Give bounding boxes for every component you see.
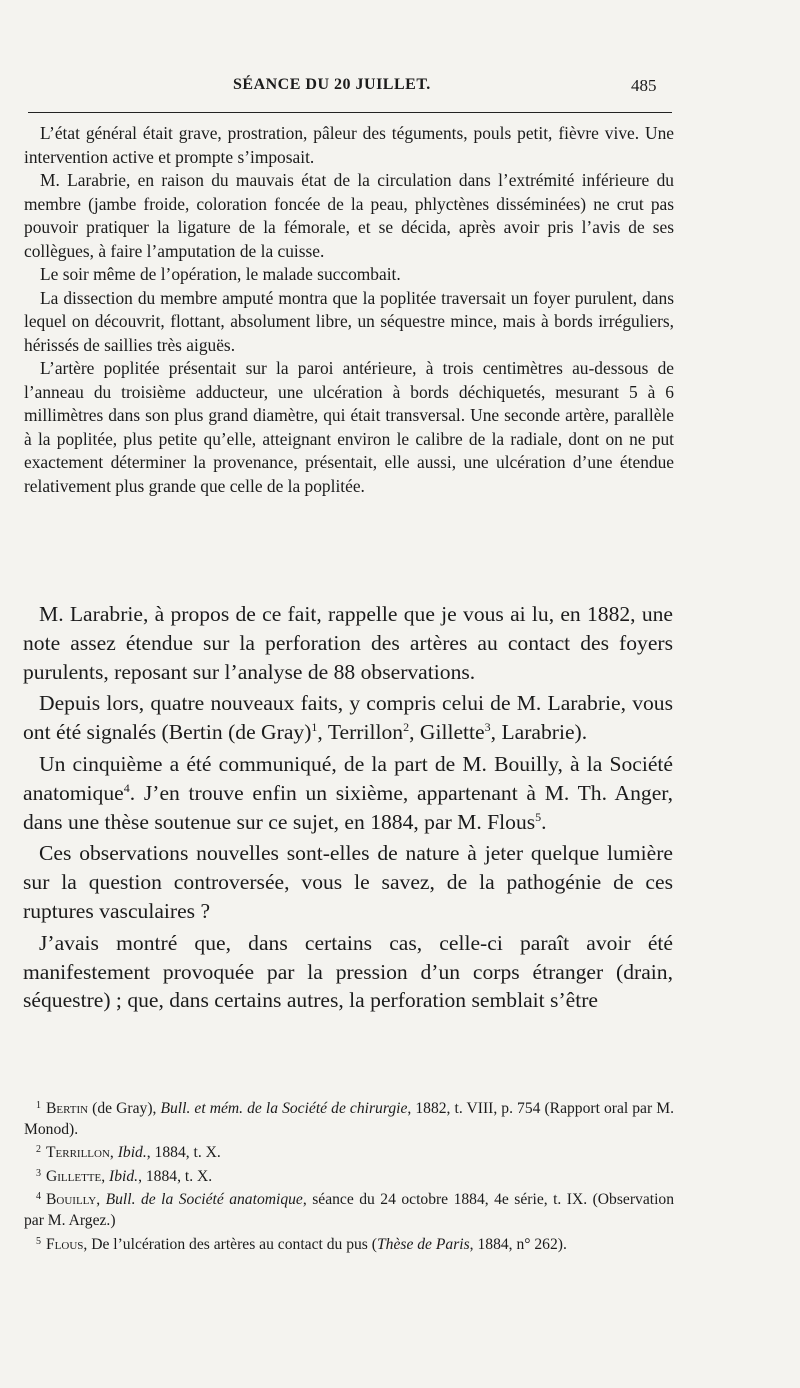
running-title: SÉANCE DU 20 JUILLET. [233, 76, 431, 93]
footnote-author: Terrillon [46, 1144, 110, 1162]
footnote-ref: 3 [484, 720, 491, 735]
footnotes [24, 1096, 674, 1255]
footnote [24, 1232, 674, 1256]
paragraph: M. Larabrie, en raison du mauvais état de la circulation dans l’extrémité inférieure du membre (jambe froide, coloration foncée de la peau, phlyctènes disséminées) ne crut pas pouvoir pratiquer la ligature de la fémorale, et se décida, après avoir pris l’avis de ses collègues, à faire l’amputation de la cuisse. [24, 170, 674, 261]
footnote [24, 1187, 674, 1231]
page-header [0, 72, 800, 98]
footnote-marker: 5 [36, 1235, 41, 1247]
footnote-text: , [96, 1191, 106, 1209]
footnote-title: Ibid. [109, 1167, 139, 1185]
footnote-marker: 3 [36, 1167, 41, 1179]
text-run: Un cinquième a été communiqué, de la part de M. Bouilly, à la Société anatomique [23, 751, 673, 805]
paragraph: M. Larabrie, à propos de ce fait, rappelle que je vous ai lu, en 1882, une note assez étendue sur la perforation des artères au contact des foyers purulents, reposant sur l’analyse de 88 observations. [23, 602, 673, 684]
footnote-marker: 2 [36, 1144, 41, 1156]
text-run: , Terrillon [317, 720, 404, 745]
footnote-text: , 1884, n° 262). [469, 1235, 567, 1253]
footnote-title: Bull. de la Société anatomique [105, 1191, 303, 1209]
text-run: Depuis lors, quatre nouveaux faits, y compris celui de M. Larabrie, vous ont été signalés (Bertin (de Gray) [23, 691, 673, 745]
text-run: . [541, 809, 547, 834]
paragraph: La dissection du membre amputé montra que la poplitée traversait un foyer purulent, dans lequel on découvrit, flottant, absolument libre, un séquestre mince, mais à bords irréguliers, hérissés de saillies très aiguës. [24, 287, 674, 355]
footnote-ref: 2 [403, 720, 410, 735]
footnote-text: , [109, 1144, 118, 1162]
text-run: , Larabrie). [490, 720, 588, 745]
footnote-text: , [101, 1167, 110, 1185]
footnote-text: , séance du 24 octobre 1884, 4e série, t. IX. (Observation par M. Argez.) [24, 1191, 675, 1229]
footnote-text: (de Gray), [88, 1100, 161, 1117]
paragraph [23, 750, 673, 836]
footnote-author: Bertin [46, 1100, 89, 1117]
footnote [24, 1164, 674, 1188]
footnote-text: , 1884, t. X. [146, 1144, 221, 1162]
footnote-title: Ibid. [117, 1144, 147, 1162]
footnote-marker: 1 [36, 1100, 41, 1111]
footnote-marker: 4 [36, 1191, 41, 1203]
case-report-text [24, 122, 674, 498]
footnote-text: , 1882, t. VIII, p. 754 (Rapport oral par M. Monod). [24, 1100, 674, 1138]
paragraph: L’artère poplitée présentait sur la paroi antérieure, à trois centimètres au-dessous de l’anneau du troisième adducteur, une ulcération à bords déchiquetés, mesurant 5 à 6 millimètres dans son plus grand diamètre, qui était transversal. Une seconde artère, parallèle à la poplitée, plus petite qu’elle, atteignant environ le calibre de la radiale, dont on ne put exactement déterminer la provenance, présentait, elle aussi, une ulcération d’une étendue relativement plus grande que celle de la poplitée. [24, 358, 674, 496]
text-run: , Gillette [409, 720, 485, 745]
page-number: 485 [631, 76, 657, 95]
discussion-text [23, 600, 673, 1015]
footnote-author: Gillette [46, 1167, 102, 1185]
paragraph [23, 689, 673, 747]
paragraph: Le soir même de l’opération, le malade succombait. [40, 264, 401, 284]
footnote-ref: 5 [535, 809, 542, 824]
footnote-title: Thèse de Paris [376, 1235, 470, 1253]
paragraph: L’état général était grave, prostration, pâleur des téguments, pouls petit, fièvre vive. Une intervention active et prompte s’imposait. [24, 123, 674, 167]
footnote-author: Flous [46, 1235, 84, 1253]
header-rule [28, 112, 672, 113]
footnote-ref: 1 [311, 720, 318, 735]
text-run: . J’en trouve enfin un sixième, appartenant à M. Th. Anger, dans une thèse soutenue sur ce sujet, en 1884, par M. Flous [23, 780, 673, 834]
footnote-author: Bouilly [46, 1191, 97, 1209]
footnote [24, 1140, 674, 1164]
footnote [24, 1096, 674, 1140]
footnote-text: , 1884, t. X. [138, 1167, 213, 1185]
paragraph: Ces observations nouvelles sont-elles de nature à jeter quelque lumière sur la question controversée, vous le savez, de la pathogénie de ces ruptures vasculaires ? [23, 841, 673, 923]
footnote-title: Bull. et mém. de la Société de chirurgie [160, 1100, 408, 1117]
footnote-ref: 4 [123, 780, 130, 795]
footnote-text: , De l’ulcération des artères au contact du pus ( [83, 1235, 377, 1253]
paragraph: J’avais montré que, dans certains cas, celle-ci paraît avoir été manifestement provoquée par la pression d’un corps étranger (drain, séquestre) ; que, dans certains autres, la perforation semblait s’être [23, 930, 673, 1013]
